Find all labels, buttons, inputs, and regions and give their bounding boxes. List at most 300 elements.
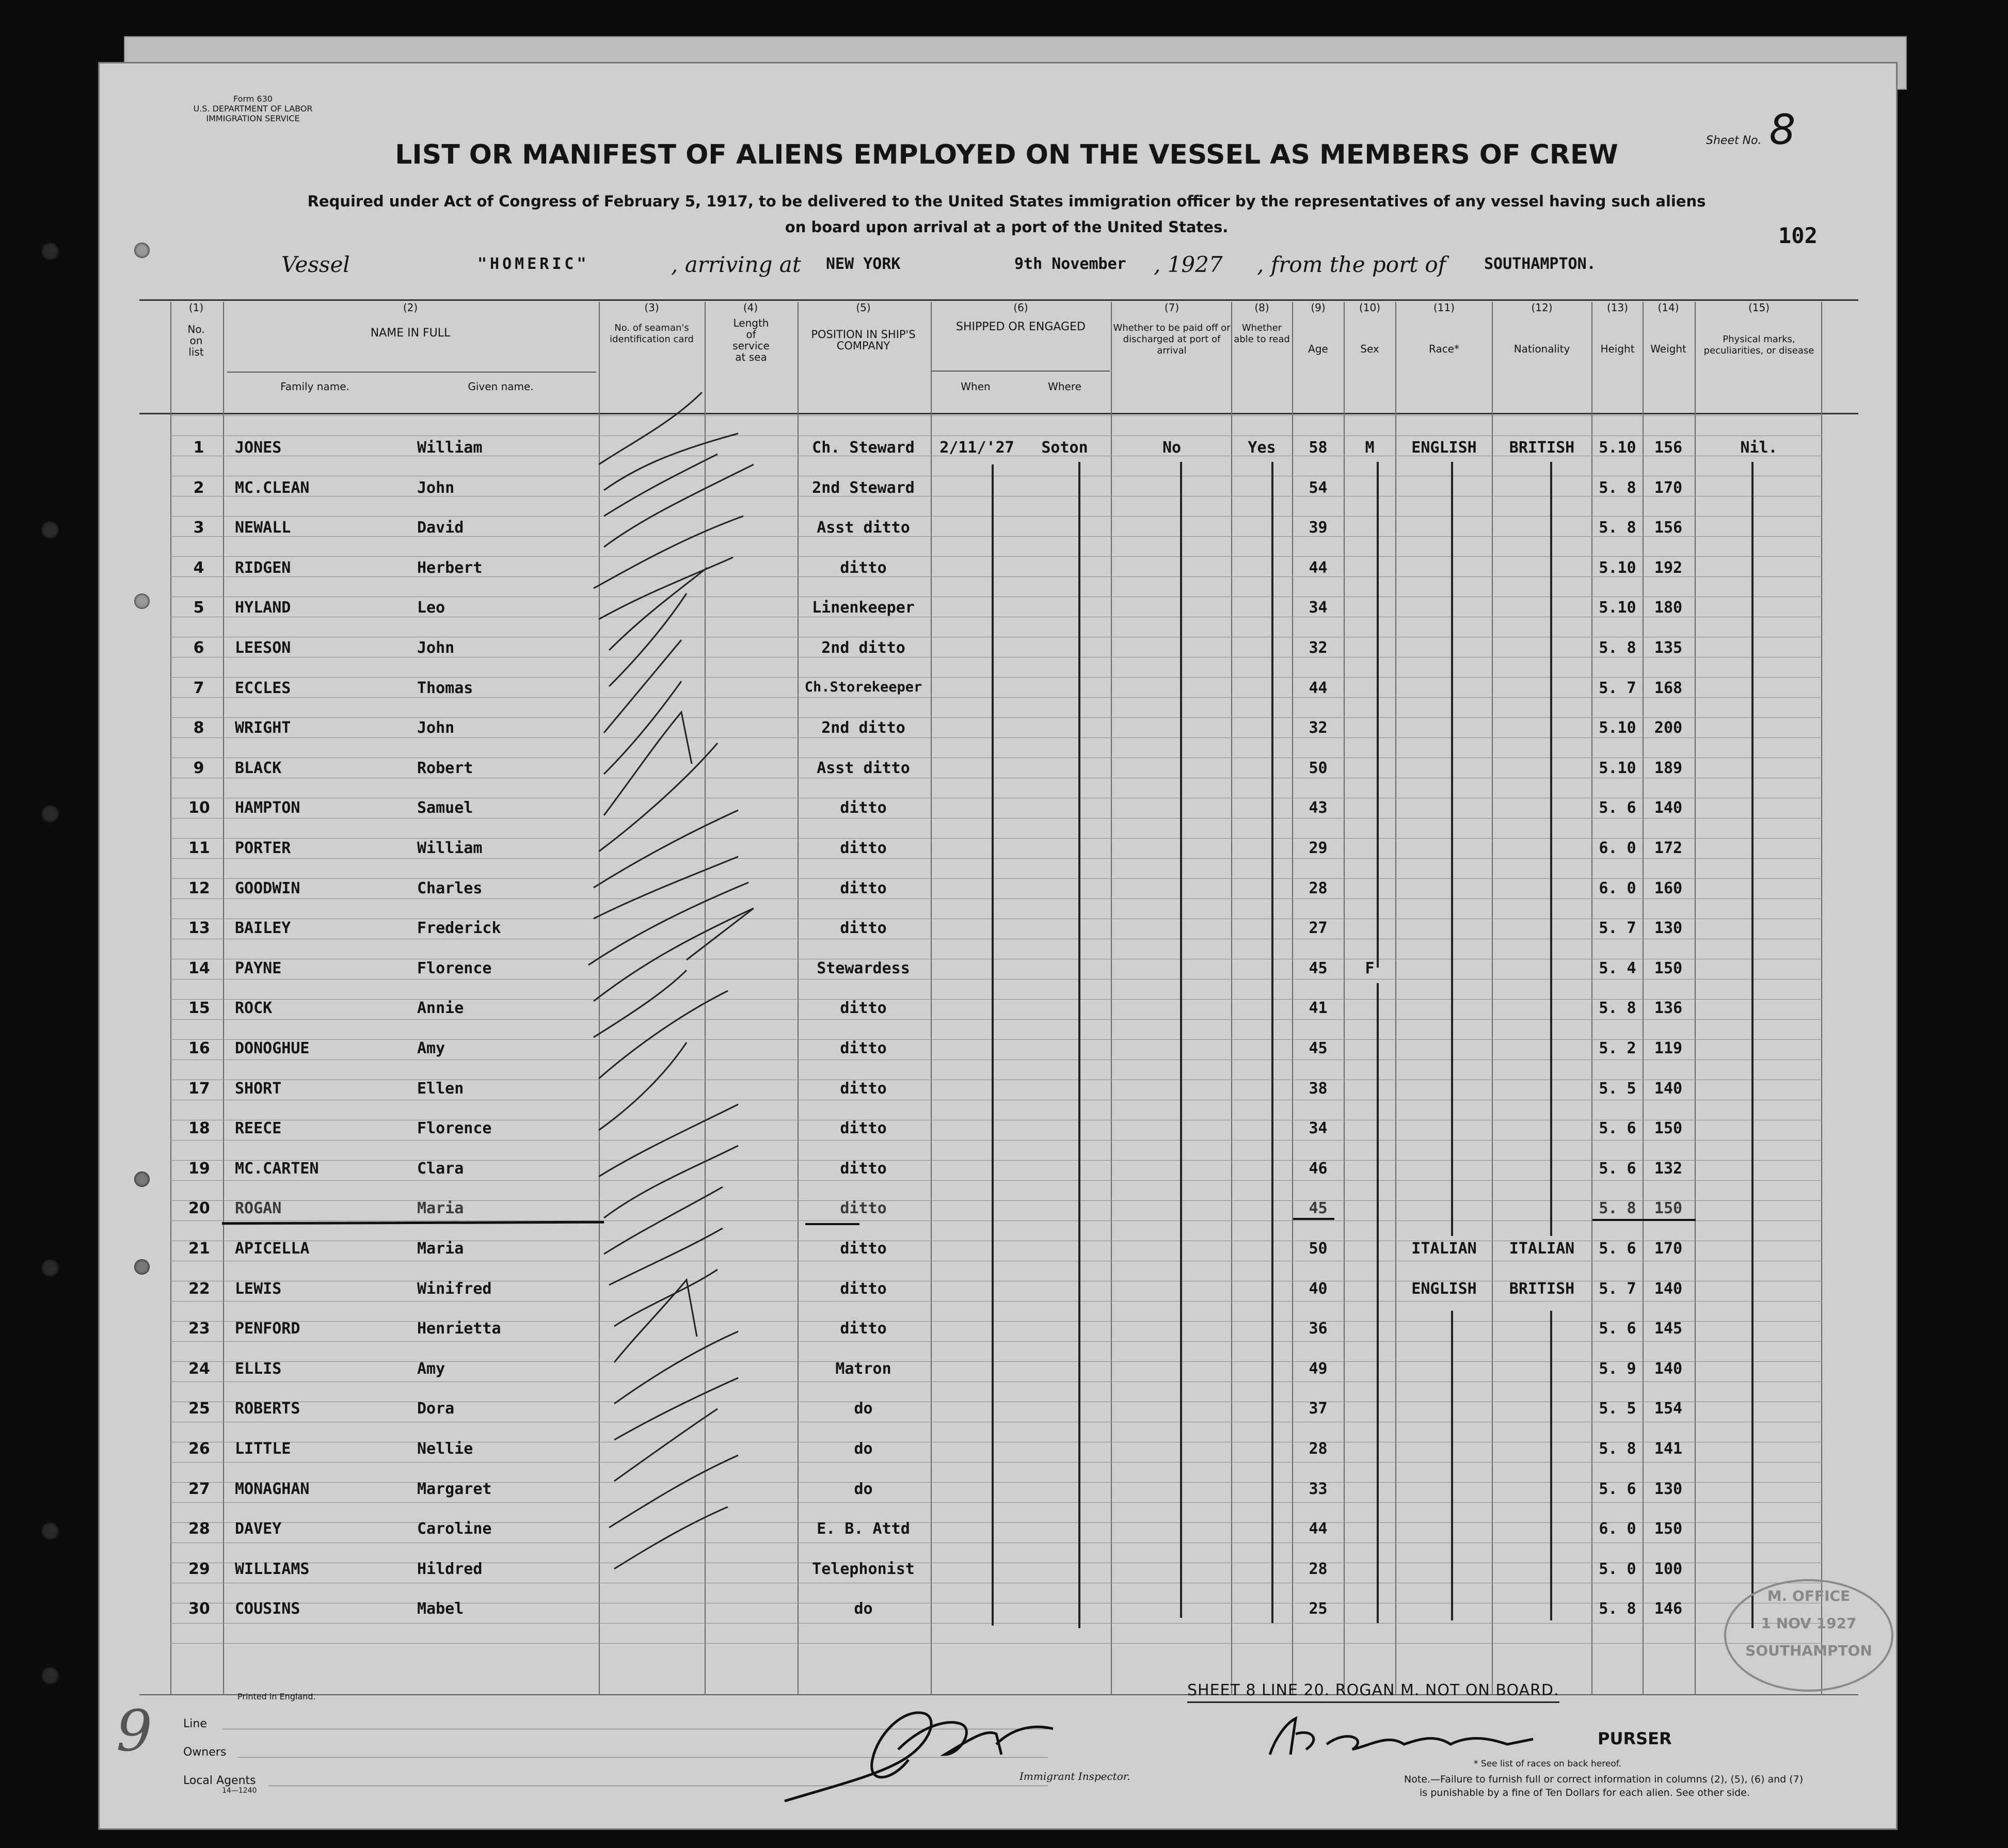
table-row xyxy=(0,639,2008,660)
cell-given: Ellen xyxy=(417,1079,464,1098)
row-rule xyxy=(170,1462,1822,1463)
cell-given: Margaret xyxy=(417,1480,492,1498)
cell-age: 58 xyxy=(1309,439,1328,457)
cell-age: 45 xyxy=(1309,1039,1328,1057)
annotation-note: SHEET 8 LINE 20. ROGAN M. NOT ON BOARD. xyxy=(1187,1681,1559,1703)
col-10-header: (10) Sex xyxy=(1359,301,1381,355)
purser-signature xyxy=(1265,1708,1574,1765)
cell-position: ditto xyxy=(840,1119,887,1138)
cell-weight: 150 xyxy=(1654,1119,1683,1138)
id-card-pen-marks xyxy=(583,392,754,1651)
col-6a-header: When xyxy=(961,380,991,393)
cell-weight: 172 xyxy=(1654,839,1683,857)
cell-position: Stewardess xyxy=(817,959,910,977)
cell-weight: 135 xyxy=(1654,639,1683,657)
cell-family: ROCK xyxy=(235,999,273,1018)
cell-no: 17 xyxy=(188,1079,210,1098)
cell-height: 6. 0 xyxy=(1599,879,1636,897)
row-20-strike xyxy=(1293,1218,1334,1220)
ditto-mark-where xyxy=(1078,462,1080,1628)
cell-given: Nellie xyxy=(417,1440,473,1458)
cell-family: WILLIAMS xyxy=(235,1560,310,1578)
cell-age: 44 xyxy=(1309,679,1328,697)
ditto-mark-nat-1 xyxy=(1550,462,1552,1236)
cell-position: do xyxy=(854,1600,873,1618)
table-row xyxy=(0,1160,2008,1180)
cell-given: Hildred xyxy=(417,1560,483,1578)
cell-given: Amy xyxy=(417,1359,445,1378)
cell-position: ditto xyxy=(840,1079,887,1098)
table-row xyxy=(0,1440,2008,1460)
table-row xyxy=(0,919,2008,940)
footer-form-code: 14—1240 xyxy=(222,1787,257,1795)
cell-family: MC.CARTEN xyxy=(235,1159,319,1178)
cell-family: BLACK xyxy=(235,759,282,777)
table-row xyxy=(0,1480,2008,1501)
cell-family: REECE xyxy=(235,1119,282,1138)
col-2b-header: Given name. xyxy=(468,380,534,393)
cell-position: ditto xyxy=(840,1039,887,1057)
cell-given: Winifred xyxy=(417,1279,492,1298)
cell-height: 5.10 xyxy=(1599,558,1636,577)
cell-given: Florence xyxy=(417,959,492,977)
cell-age: 41 xyxy=(1309,999,1328,1018)
cell-height: 6. 0 xyxy=(1599,1520,1636,1538)
cell-age: 28 xyxy=(1309,1560,1328,1578)
page-title: LIST OR MANIFEST OF ALIENS EMPLOYED ON THE VESSEL AS MEMBERS OF CREW xyxy=(395,139,1618,170)
cell-marks: Nil. xyxy=(1740,439,1778,457)
cell-no: 3 xyxy=(193,519,204,537)
cell-race: ENGLISH xyxy=(1411,1279,1477,1298)
cell-family: PAYNE xyxy=(235,959,282,977)
cell-position: ditto xyxy=(840,999,887,1018)
cell-age: 32 xyxy=(1309,719,1328,737)
cell-position: Linenkeeper xyxy=(812,599,915,617)
table-row xyxy=(0,479,2008,500)
cell-weight: 170 xyxy=(1654,1240,1683,1258)
cell-family: GOODWIN xyxy=(235,879,300,897)
table-row xyxy=(0,1600,2008,1620)
cell-race: ITALIAN xyxy=(1411,1240,1477,1258)
cell-height: 5. 8 xyxy=(1599,999,1636,1018)
col-9-header: (9) Age xyxy=(1308,301,1328,355)
cell-age: 27 xyxy=(1309,919,1328,938)
table-row xyxy=(0,559,2008,580)
cell-weight: 119 xyxy=(1654,1039,1683,1057)
cell-age: 34 xyxy=(1309,599,1328,617)
cell-height: 5. 8 xyxy=(1599,1600,1636,1618)
cell-height: 5. 8 xyxy=(1599,639,1636,657)
cell-height: 5. 2 xyxy=(1599,1039,1636,1057)
cell-height: 5. 6 xyxy=(1599,1480,1636,1498)
cell-weight: 130 xyxy=(1654,1480,1683,1498)
table-row xyxy=(0,839,2008,860)
cell-position: Ch.Storekeeper xyxy=(804,679,922,695)
cell-family: LEWIS xyxy=(235,1279,282,1298)
cell-weight: 168 xyxy=(1654,679,1683,697)
cell-age: 33 xyxy=(1309,1480,1328,1498)
cell-no: 26 xyxy=(188,1440,210,1458)
cell-family: ELLIS xyxy=(235,1359,282,1378)
cell-when: 2/11/'27 xyxy=(939,439,1014,457)
cell-height: 5. 8 xyxy=(1599,519,1636,537)
footer-agents-label: Local Agents xyxy=(183,1774,256,1787)
purser-label: PURSER xyxy=(1598,1729,1672,1748)
cell-no: 21 xyxy=(188,1240,210,1258)
table-row xyxy=(0,1119,2008,1140)
cell-given: William xyxy=(417,839,483,857)
cell-position: Asst ditto xyxy=(817,519,910,537)
cell-family: COUSINS xyxy=(235,1600,300,1618)
cell-no: 18 xyxy=(188,1119,210,1138)
margin-mark: 9 xyxy=(116,1698,152,1764)
cell-no: 9 xyxy=(193,759,204,777)
col-1-header: (1) No. on list xyxy=(187,301,205,358)
cell-weight: 146 xyxy=(1654,1600,1683,1618)
page-number: 102 xyxy=(1778,223,1818,248)
cell-position: 2nd ditto xyxy=(821,719,905,737)
cell-position: ditto xyxy=(840,799,887,817)
cell-given: Herbert xyxy=(417,558,483,577)
cell-height: 5. 5 xyxy=(1599,1079,1636,1098)
col-5-header: (5) POSITION IN SHIP'S COMPANY xyxy=(811,301,916,352)
cell-height: 5. 6 xyxy=(1599,1240,1636,1258)
table-row xyxy=(0,1199,2008,1220)
cell-age: 49 xyxy=(1309,1359,1328,1378)
cell-position: ditto xyxy=(840,1240,887,1258)
cell-weight: 150 xyxy=(1654,1199,1683,1218)
cell-given: William xyxy=(417,439,483,457)
table-row xyxy=(0,599,2008,619)
cell-family: MC.CLEAN xyxy=(235,478,310,497)
cell-no: 16 xyxy=(188,1039,210,1057)
cell-position: Telephonist xyxy=(812,1560,915,1578)
cell-family: PORTER xyxy=(235,839,291,857)
cell-no: 7 xyxy=(193,679,204,697)
row-rule xyxy=(170,717,1822,718)
col-13-header: (13) Height xyxy=(1600,301,1635,355)
cell-given: John xyxy=(417,639,455,657)
cell-family: MONAGHAN xyxy=(235,1480,310,1498)
cell-age: 50 xyxy=(1309,759,1328,777)
cell-family: APICELLA xyxy=(235,1240,310,1258)
row-rule xyxy=(170,1502,1822,1503)
cell-height: 5. 7 xyxy=(1599,1279,1636,1298)
col-12-header: (12) Nationality xyxy=(1513,301,1570,355)
cell-given: Samuel xyxy=(417,799,473,817)
cell-given: Clara xyxy=(417,1159,464,1178)
cell-height: 5. 8 xyxy=(1599,1199,1636,1218)
cell-position: ditto xyxy=(840,1159,887,1178)
col-6-header: (6) SHIPPED OR ENGAGED xyxy=(956,301,1086,333)
cell-height: 5. 6 xyxy=(1599,1320,1636,1338)
cell-given: David xyxy=(417,519,464,537)
table-row xyxy=(0,1320,2008,1340)
ditto-mark-race-1 xyxy=(1451,462,1453,1236)
cell-no: 27 xyxy=(188,1480,210,1498)
col-6b-header: Where xyxy=(1048,380,1081,393)
cell-given: Charles xyxy=(417,879,483,897)
cell-position: ditto xyxy=(840,1320,887,1338)
cell-weight: 156 xyxy=(1654,439,1683,457)
cell-position: ditto xyxy=(840,839,887,857)
cell-position: Ch. Steward xyxy=(812,439,915,457)
ditto-mark-sex-1 xyxy=(1377,462,1379,968)
cell-given: John xyxy=(417,478,455,497)
cell-weight: 160 xyxy=(1654,879,1683,897)
penalty-note: Note.—Failure to furnish full or correct information in columns (2), (5), (6) and (7) is punishable by a fine of Ten Dollars for each alien. See other side. xyxy=(1404,1774,1804,1798)
cell-given: Henrietta xyxy=(417,1320,501,1338)
binder-hole xyxy=(41,1667,59,1684)
cell-family: HAMPTON xyxy=(235,799,300,817)
ditto-mark-sex-2 xyxy=(1377,983,1379,1623)
cell-no: 11 xyxy=(188,839,210,857)
ditto-mark-when xyxy=(992,464,994,1626)
cell-where: Soton xyxy=(1041,439,1088,457)
cell-given: Frederick xyxy=(417,919,501,938)
cell-no: 10 xyxy=(188,799,210,817)
cell-weight: 156 xyxy=(1654,519,1683,537)
table-row xyxy=(0,1080,2008,1100)
cell-no: 8 xyxy=(193,719,204,737)
cell-family: WRIGHT xyxy=(235,719,291,737)
cell-age: 54 xyxy=(1309,478,1328,497)
table-row xyxy=(0,719,2008,740)
cell-family: NEWALL xyxy=(235,519,291,537)
cell-given: Maria xyxy=(417,1199,464,1218)
cell-age: 40 xyxy=(1309,1279,1328,1298)
ditto-mark-paid xyxy=(1180,462,1182,1618)
cell-nationality: BRITISH xyxy=(1509,439,1575,457)
cell-age: 25 xyxy=(1309,1600,1328,1618)
table-row xyxy=(0,519,2008,539)
cell-paid-off: No xyxy=(1162,439,1182,457)
cell-weight: 145 xyxy=(1654,1320,1683,1338)
ditto-mark-marks xyxy=(1751,462,1754,1628)
cell-weight: 154 xyxy=(1654,1400,1683,1418)
cell-height: 5.10 xyxy=(1599,599,1636,617)
table-row xyxy=(0,439,2008,459)
cell-height: 5. 6 xyxy=(1599,1119,1636,1138)
printed-note: Printed in England. xyxy=(237,1692,316,1701)
cell-height: 5. 8 xyxy=(1599,1440,1636,1458)
cell-age: 36 xyxy=(1309,1320,1328,1338)
cell-family: DONOGHUE xyxy=(235,1039,310,1057)
cell-height: 5. 8 xyxy=(1599,478,1636,497)
cell-weight: 180 xyxy=(1654,599,1683,617)
cell-height: 5. 5 xyxy=(1599,1400,1636,1418)
cell-race: ENGLISH xyxy=(1411,439,1477,457)
row-rule xyxy=(170,1542,1822,1543)
form-block: Form 630 U.S. DEPARTMENT OF LABOR IMMIGRATION SERVICE xyxy=(193,94,313,123)
cell-family: ROGAN xyxy=(235,1199,282,1218)
cell-given: Robert xyxy=(417,759,473,777)
cell-no: 2 xyxy=(193,478,204,497)
cell-age: 44 xyxy=(1309,1520,1328,1538)
cell-read: Yes xyxy=(1248,439,1276,457)
cell-weight: 100 xyxy=(1654,1560,1683,1578)
cell-height: 5. 6 xyxy=(1599,799,1636,817)
cell-given: John xyxy=(417,719,455,737)
cell-given: Amy xyxy=(417,1039,445,1057)
row-rule xyxy=(170,556,1822,557)
cell-height: 6. 0 xyxy=(1599,839,1636,857)
cell-age: 45 xyxy=(1309,1199,1328,1218)
ditto-mark-nat-2 xyxy=(1550,1311,1552,1620)
cell-age: 28 xyxy=(1309,1440,1328,1458)
cell-height: 5. 7 xyxy=(1599,919,1636,938)
cell-position: do xyxy=(854,1440,873,1458)
cell-age: 38 xyxy=(1309,1079,1328,1098)
cell-family: ROBERTS xyxy=(235,1400,300,1418)
col-2a-header: Family name. xyxy=(280,380,349,393)
row-rule xyxy=(170,1220,1822,1221)
sheet-number: Sheet No. 8 xyxy=(1706,106,1796,154)
cell-no: 4 xyxy=(193,558,204,577)
cell-age: 37 xyxy=(1309,1400,1328,1418)
table-row xyxy=(0,1400,2008,1420)
cell-no: 22 xyxy=(188,1279,210,1298)
col-7-header: (7) Whether to be paid off or discharged at port of arrival xyxy=(1113,301,1231,356)
cell-weight: 140 xyxy=(1654,799,1683,817)
cell-position: 2nd ditto xyxy=(821,639,905,657)
col-2-header: (2) NAME IN FULL xyxy=(370,301,451,340)
row-20-strike xyxy=(805,1223,859,1225)
footer-owners-label: Owners xyxy=(183,1746,227,1759)
cell-age: 43 xyxy=(1309,799,1328,817)
cell-position: ditto xyxy=(840,558,887,577)
cell-given: Thomas xyxy=(417,679,473,697)
cell-position: 2nd Steward xyxy=(812,478,915,497)
footer-line-label: Line xyxy=(183,1717,207,1730)
cell-age: 46 xyxy=(1309,1159,1328,1178)
table-row xyxy=(0,1520,2008,1540)
table-row xyxy=(0,1560,2008,1581)
cell-weight: 140 xyxy=(1654,1279,1683,1298)
table-row xyxy=(0,959,2008,980)
cell-family: DAVEY xyxy=(235,1520,282,1538)
table-row xyxy=(0,1240,2008,1260)
cell-sex: M xyxy=(1365,439,1375,457)
ditto-mark-race-2 xyxy=(1451,1311,1453,1620)
cell-no: 24 xyxy=(188,1359,210,1378)
cell-nationality: BRITISH xyxy=(1509,1279,1575,1298)
cell-given: Annie xyxy=(417,999,464,1018)
cell-age: 39 xyxy=(1309,519,1328,537)
cell-no: 13 xyxy=(188,919,210,938)
table-row xyxy=(0,679,2008,700)
cell-given: Leo xyxy=(417,599,445,617)
cell-family: LEESON xyxy=(235,639,291,657)
page-subtitle: Required under Act of Congress of February 5, 1917, to be delivered to the United States immigration officer by the representatives of any vessel having such aliens on board upon arrival at a port of the United States. xyxy=(307,192,1706,236)
cell-position: Matron xyxy=(835,1359,891,1378)
row-rule xyxy=(170,838,1822,839)
binder-hole xyxy=(41,1259,59,1277)
cell-given: Dora xyxy=(417,1400,455,1418)
cell-weight: 130 xyxy=(1654,919,1683,938)
row-rule xyxy=(170,1341,1822,1342)
row-rule xyxy=(170,1381,1822,1382)
races-note: * See list of races on back hereof. xyxy=(1474,1759,1621,1769)
cell-given: Caroline xyxy=(417,1520,492,1538)
cell-no: 23 xyxy=(188,1320,210,1338)
cell-weight: 192 xyxy=(1654,558,1683,577)
vessel-line: Vessel "HOMERIC" , arriving at NEW YORK 9th November , 1927 , from the port of SOUTHAMPTON. xyxy=(281,252,1596,277)
cell-position: E. B. Attd xyxy=(817,1520,910,1538)
header-rule xyxy=(139,413,1858,414)
table-row xyxy=(0,999,2008,1020)
ditto-mark-read xyxy=(1271,462,1273,1623)
cell-family: HYLAND xyxy=(235,599,291,617)
cell-sex: F xyxy=(1365,959,1375,977)
cell-no: 28 xyxy=(188,1520,210,1538)
row-rule xyxy=(170,415,1822,416)
cell-position: ditto xyxy=(840,1199,887,1218)
cell-age: 45 xyxy=(1309,959,1328,977)
cell-position: do xyxy=(854,1400,873,1418)
cell-age: 44 xyxy=(1309,558,1328,577)
office-stamp: M. OFFICE 1 NOV 1927 SOUTHAMPTON xyxy=(1724,1579,1893,1692)
cell-no: 6 xyxy=(193,639,204,657)
cell-height: 5.10 xyxy=(1599,439,1636,457)
inspector-signature xyxy=(774,1698,1063,1811)
col-11-header: (11) Race* xyxy=(1428,301,1459,355)
cell-no: 15 xyxy=(188,999,210,1018)
cell-height: 5. 9 xyxy=(1599,1359,1636,1378)
cell-family: PENFORD xyxy=(235,1320,300,1338)
cell-no: 20 xyxy=(188,1199,210,1218)
cell-age: 29 xyxy=(1309,839,1328,857)
cell-weight: 170 xyxy=(1654,478,1683,497)
row-rule xyxy=(170,1623,1822,1624)
name-sub-rule xyxy=(227,372,596,373)
cell-weight: 150 xyxy=(1654,1520,1683,1538)
shipped-sub-rule xyxy=(932,371,1110,372)
cell-no: 30 xyxy=(188,1600,210,1618)
cell-age: 34 xyxy=(1309,1119,1328,1138)
binder-hole xyxy=(41,243,59,260)
cell-position: do xyxy=(854,1480,873,1498)
cell-weight: 140 xyxy=(1654,1079,1683,1098)
col-8-header: (8) Whether able to read xyxy=(1234,301,1290,345)
cell-position: Asst ditto xyxy=(817,759,910,777)
col-3-header: (3) No. of seaman's identification card xyxy=(610,301,694,345)
cell-weight: 150 xyxy=(1654,959,1683,977)
cell-family: BAILEY xyxy=(235,919,291,938)
col-14-header: (14) Weight xyxy=(1650,301,1686,355)
cell-no: 14 xyxy=(188,959,210,977)
cell-age: 32 xyxy=(1309,639,1328,657)
cell-height: 5. 7 xyxy=(1599,679,1636,697)
col-4-header: (4) Length of service at sea xyxy=(732,301,770,363)
cell-given: Mabel xyxy=(417,1600,464,1618)
table-row xyxy=(0,1280,2008,1300)
cell-family: LITTLE xyxy=(235,1440,291,1458)
cell-height: 5. 6 xyxy=(1599,1159,1636,1178)
cell-age: 28 xyxy=(1309,879,1328,897)
cell-family: SHORT xyxy=(235,1079,282,1098)
cell-no: 19 xyxy=(188,1159,210,1178)
cell-weight: 200 xyxy=(1654,719,1683,737)
table-row xyxy=(0,759,2008,780)
row-rule xyxy=(170,516,1822,517)
cell-weight: 136 xyxy=(1654,999,1683,1018)
cell-age: 50 xyxy=(1309,1240,1328,1258)
table-row xyxy=(0,799,2008,819)
cell-family: ECCLES xyxy=(235,679,291,697)
cell-no: 1 xyxy=(193,439,204,457)
cell-height: 5. 0 xyxy=(1599,1560,1636,1578)
